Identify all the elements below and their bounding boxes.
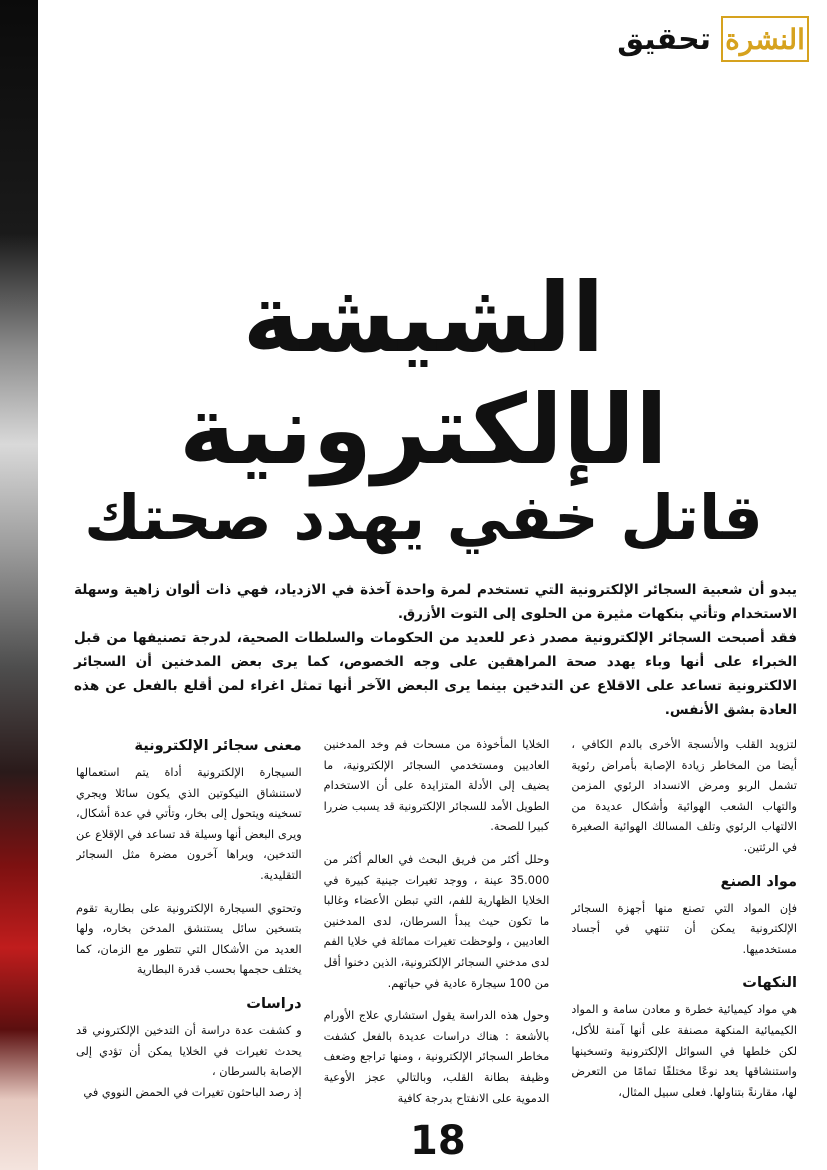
column-1-paragraph-3: و كشفت عدة دراسة أن التدخين الإلكتروني قد يحدث تغيرات في الخلايا يمكن أن تؤدي إلى الإصابة بالسرطان ، <box>76 1023 302 1079</box>
column-3-paragraph-2: فإن المواد التي تصنع منها أجهزة السجائر الإلكترونية يمكن أن تنتهي في أجساد مستخدميها. <box>571 901 798 956</box>
page-number: 18 <box>410 1118 466 1164</box>
column-1-paragraph-2: وتحتوي السيجارة الإلكترونية على بطارية تقوم بتسخين سائل يستنشق المدخن بخاره، ولها العديد من الأشكال التي تتطور مع الزمان، كما يختلف حجمها بحسب قدرة البطارية <box>76 901 302 977</box>
column-2-paragraph-1: الخلايا المأخوذة من مسحات فم وخد المدخنين العاديين ومستخدمي السجائر الإلكترونية، ما يضيف إلى الأدلة المتزايدة على أن الاستخدام الطويل الأمد للسجائر الإلكترونية قد يسبب ضررا كبيرا للصحة. <box>323 738 550 834</box>
article-intro <box>74 578 797 722</box>
column-1-paragraph-1: السيجارة الإلكترونية أداة يتم استعمالها لاستنشاق النيكوتين الذي يكون سائلا ويجري تسخينه ويتحول إلى بخار، وتأتي في عدة أشكال، ويرى البعض أنها وسيلة قد تساعد في الإقلاع عن التدخين، ويراها آخرون مضرة مثل السجائر التقليدية. <box>76 766 302 882</box>
intro-paragraph-2: فقد أصبحت السجائر الإلكترونية مصدر ذعر للعديد من الحكومات والسلطات الصحية، لدرجة تصنيفها من قبل الخبراء على أنها وباء يهدد صحة المراهقين على وجه الخصوص، كما يرى بعض المدخنين أن السجائر الالكترونية تساعد على الاقلاع عن التدخين بينما يرى البعض الآخر أنها تمثل اغراء لمن أقلع بالفعل عن هذه العادة بشق الأنفس. <box>74 630 797 718</box>
column-2-paragraph-3: وحول هذه الدراسة يقول استشاري علاج الأورام بالأشعة : هناك دراسات عديدة بالفعل كشفت مخاطر السجائر الإلكترونية ، ومنها تراجع وضعف وظيفة بطانة القلب، وبالتالي عجز الأوعية الدموية على الانفتاح بدرجة كافية <box>323 1009 550 1105</box>
heading-materials: مواد الصنع <box>720 872 798 890</box>
heading-studies: دراسات <box>246 994 302 1012</box>
column-1-paragraph-4: إذ رصد الباحثون تغيرات في الحمض النووي في <box>83 1085 302 1099</box>
column-3 <box>571 735 797 1127</box>
column-3-paragraph-3: هي مواد كيميائية خطرة و معادن سامة و المواد الكيميائية المنكهة مصنفة على أنها آمنة للأكل، لكن خلطها في السوائل الإلكترونية وتسخينها واستنشاقها يعد نوعًا مختلفًا تمامًا من التعرض لها، مقارنةً بتناولها. فعلى سبيل المثال، <box>571 1003 798 1099</box>
heading-meaning: معنى سجائر الإلكترونية <box>134 737 302 754</box>
column-2-paragraph-2: وحلل أكثر من فريق البحث في العالم أكثر من 35.000 عينة ، ووجد تغيرات جينية كبيرة في الخلايا الظهارية للفم، التي تبطن الأعضاء وغالبا ما تكون حيث يبدأ السرطان، لدى المدخنين العاديين ، ولوحظت تغيرات مماثلة في خلايا الفم لدى مدخني السجائر الإلكترونية، الذين دخنوا أقل من 100 سيجارة عادية في حياتهم. <box>323 852 550 990</box>
column-1 <box>76 735 302 1127</box>
intro-paragraph-1: يبدو أن شعبية السجائر الإلكترونية التي تستخدم لمرة واحدة آخذة في الازدياد، فهي ذات ألوان زاهية وسهلة الاستخدام وتأتي بنكهات مثيرة من الحلوى إلى التوت الأزرق. <box>74 582 797 622</box>
magazine-logo <box>721 16 809 62</box>
page-header <box>617 16 809 62</box>
side-photo <box>0 0 38 1170</box>
article-columns <box>76 735 797 1127</box>
article-title <box>40 262 807 554</box>
title-subtitle: قاتل خفي يهدد صحتك <box>84 481 763 554</box>
heading-flavors: النكهات <box>742 974 798 992</box>
logo-text: النشرة <box>725 22 805 56</box>
column-3-paragraph-1: لتزويد القلب والأنسجة الأخرى بالدم الكافي ، أيضا من المخاطر زيادة الإصابة بأمراض رئوية تشمل الربو ومرض الانسداد الرئوي المزمن والتهاب الشعب الهوائية وأشكال عديدة من الالتهاب الرئوي وتلف المسالك الهوائية الصغيرة في الرئتين. <box>571 738 798 854</box>
title-line-2: الإلكترونية <box>179 374 668 486</box>
section-label: تحقيق <box>617 21 711 57</box>
column-2 <box>324 735 550 1127</box>
title-line-1: الشيشة <box>242 262 605 374</box>
